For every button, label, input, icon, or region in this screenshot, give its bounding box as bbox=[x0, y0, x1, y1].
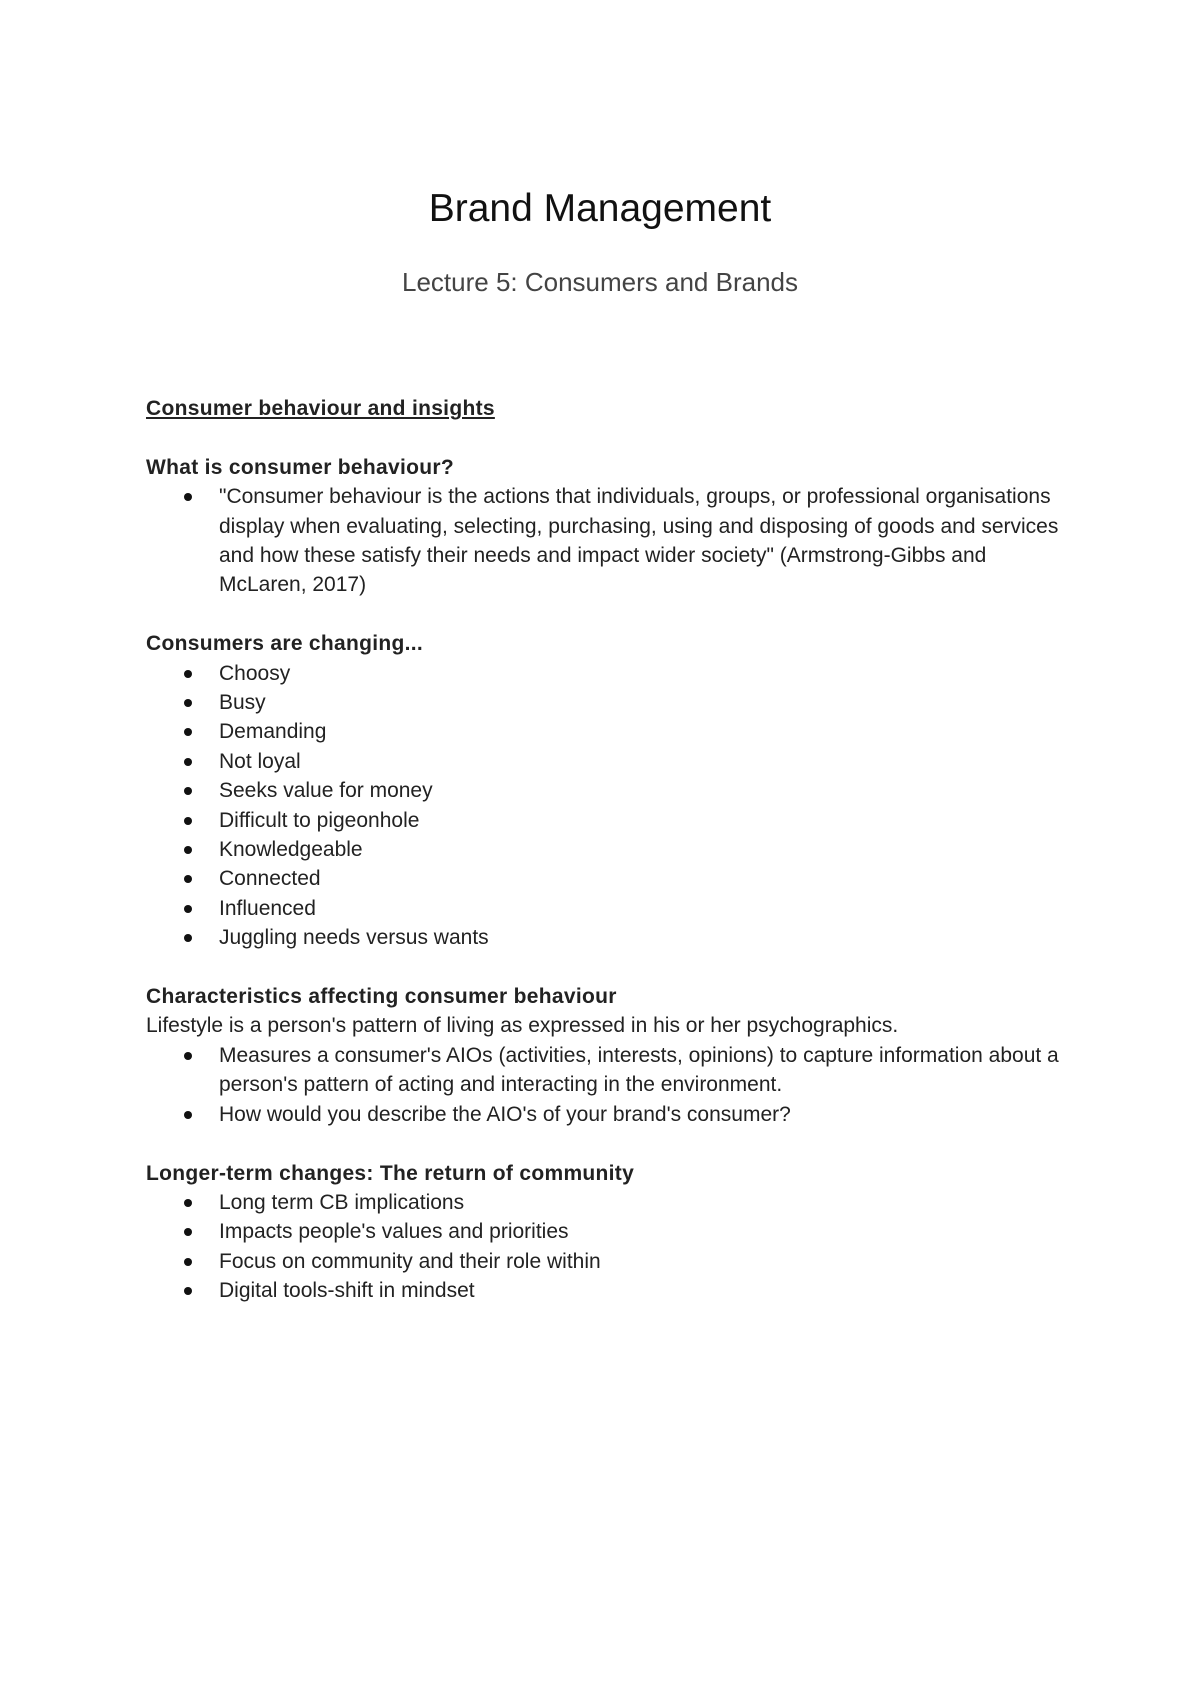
characteristics-list bbox=[146, 1041, 1076, 1129]
list-item: Impacts people's values and priorities bbox=[146, 1217, 1076, 1246]
heading-characteristics: Characteristics affecting consumer behaviour bbox=[146, 985, 617, 1009]
list-item: Demanding bbox=[146, 717, 1076, 746]
list-item: Knowledgeable bbox=[146, 835, 1076, 864]
list-item: Seeks value for money bbox=[146, 776, 1076, 805]
list-item: Focus on community and their role within bbox=[146, 1247, 1076, 1276]
longer-term-list bbox=[146, 1188, 1076, 1306]
lifestyle-paragraph: Lifestyle is a person's pattern of living as expressed in his or her psychographics. bbox=[146, 1014, 899, 1038]
list-item: "Consumer behaviour is the actions that individuals, groups, or professional organisations display when evaluating, selecting, purchasing, using and disposing of goods and services and how these satisfy their needs and impact wider society" (Armstrong-Gibbs and McLaren, 2017) bbox=[146, 482, 1076, 600]
list-item: Digital tools-shift in mindset bbox=[146, 1276, 1076, 1305]
list-item: Influenced bbox=[146, 894, 1076, 923]
heading-longer-term-changes: Longer-term changes: The return of community bbox=[146, 1161, 635, 1185]
list-item: How would you describe the AIO's of your brand's consumer? bbox=[146, 1100, 1076, 1129]
list-item: Busy bbox=[146, 688, 1076, 717]
consumer-traits-list bbox=[146, 659, 1076, 953]
list-item: Long term CB implications bbox=[146, 1188, 1076, 1217]
heading-what-is-consumer-behaviour: What is consumer behaviour? bbox=[146, 455, 454, 479]
definition-list bbox=[146, 482, 1076, 600]
list-item: Difficult to pigeonhole bbox=[146, 806, 1076, 835]
document-body bbox=[146, 394, 1076, 1306]
document-title: Brand Management bbox=[428, 187, 772, 230]
list-item: Juggling needs versus wants bbox=[146, 923, 1076, 952]
heading-consumers-changing: Consumers are changing... bbox=[146, 632, 424, 656]
document-subtitle: Lecture 5: Consumers and Brands bbox=[402, 267, 798, 297]
list-item: Choosy bbox=[146, 659, 1076, 688]
list-item: Measures a consumer's AIOs (activities, interests, opinions) to capture information about a person's pattern of acting and interacting in the environment. bbox=[146, 1041, 1076, 1100]
section-heading-consumer-behaviour: Consumer behaviour and insights bbox=[146, 397, 495, 420]
list-item: Not loyal bbox=[146, 747, 1076, 776]
list-item: Connected bbox=[146, 864, 1076, 893]
